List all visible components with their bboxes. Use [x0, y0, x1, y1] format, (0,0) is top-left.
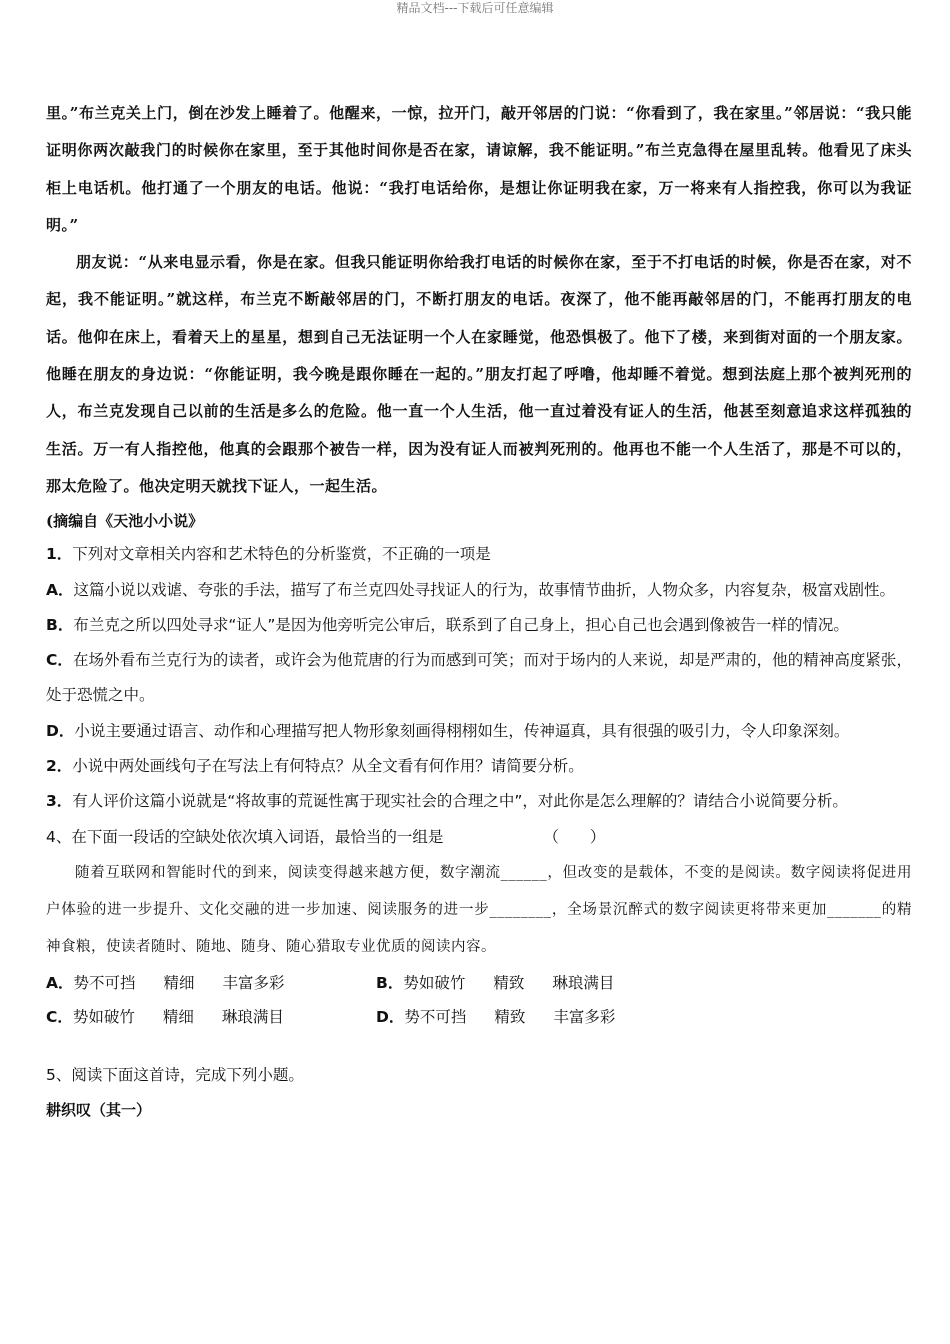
- option-word-3: 琳琅满目: [552, 973, 615, 992]
- option-word-1: 势如破竹: [403, 973, 466, 992]
- question-text: 下列对文章相关内容和艺术特色的分析鉴赏，不正确的一项是: [72, 545, 491, 564]
- option-label: B．: [46, 615, 74, 634]
- question-4-option-b: [376, 966, 706, 1000]
- option-text: 布兰克之所以四处寻求“证人”是因为他旁听完公审后，联系到了自己身上，担心自己也会遇到像被告一样的情况。: [73, 615, 849, 634]
- question-2: [46, 749, 912, 784]
- story-source: (摘编自《天池小小说》: [46, 512, 204, 531]
- option-word-1: 势不可挡: [404, 1007, 467, 1026]
- question-4-option-a: [46, 966, 376, 1000]
- option-label: A．: [46, 580, 74, 599]
- question-number: 3．: [46, 792, 73, 811]
- poem-title: 耕织叹（其一）: [46, 1101, 152, 1120]
- page-header: 精品文档---下载后可任意编辑: [396, 1, 554, 15]
- option-word-2: 精致: [493, 973, 525, 992]
- story-text: [46, 95, 912, 505]
- question-4-options-row-2: [46, 1000, 912, 1034]
- question-text: 小说中两处画线句子在写法上有何特点？从全文看有何作用？请简要分析。: [72, 757, 584, 776]
- question-text: 有人评价这篇小说就是“将故事的荒诞性寓于现实社会的合理之中”，对此你是怎么理解的？请结合小说简要分析。: [72, 792, 848, 811]
- story-paragraph-1: 里。”布兰克关上门，倒在沙发上睡着了。他醒来，一惊，拉开门，敲开邻居的门说：“你看到了，我在家里。”邻居说：“我只能证明你两次敲我门的时候你在家里，至于其他时间你是否在家，请谅解，我不能证明。”布兰克急得在屋里乱转。他看见了床头柜上电话机。他打通了一个朋友的电话。他说：“我打电话给你，是想让你证明我在家，万一将来有人指控我，你可以为我证明。”: [46, 104, 912, 234]
- question-4-options-row-1: [46, 966, 912, 1000]
- question-number: 1．: [46, 545, 73, 564]
- question-1-option-a: [46, 573, 912, 608]
- question-number: 4、: [46, 827, 72, 846]
- option-label: D．: [376, 1007, 405, 1026]
- question-4-option-c: [46, 1000, 376, 1034]
- option-text: 小说主要通过语言、动作和心理描写把人物形象刻画得栩栩如生，传神逼真，具有很强的吸引力，令人印象深刻。: [74, 721, 850, 740]
- question-1-option-c: [46, 643, 912, 714]
- option-label: C．: [46, 1007, 73, 1026]
- question-number: 2．: [46, 757, 73, 776]
- option-word-2: 精细: [163, 973, 195, 992]
- story-paragraph-2: 朋友说：“从来电显示看，你是在家。但我只能证明你给我打电话的时候你在家，至于不打电话的时候，你是否在家，对不起，我不能证明。”就这样，布兰克不断敲邻居的门，不断打朋友的电话。夜深了，他不能再敲邻居的门，不能再打朋友的电话。他仰在床上，看着天上的星星，想到自己无法证明一个人在家睡觉，他恐惧极了。他下了楼，来到街对面的一个朋友家。他睡在朋友的身边说：“你能证明，我今晚是跟你睡在一起的。”朋友打起了呼噜，他却睡不着觉。想到法庭上那个被判死刑的人，布兰克发现自己以前的生活是多么的危险。他一直一个人生活，他一直过着没有证人的生活，他甚至刻意追求这样孤独的生活。万一有人指控他，他真的会跟那个被告一样，因为没有证人而被判死刑的。他再也不能一个人生活了，那是不可以的，那太危险了。他决定明天就找下证人，一起生活。: [46, 253, 912, 495]
- question-1: [46, 537, 912, 572]
- option-word-3: 琳琅满目: [221, 1007, 284, 1026]
- option-word-1: 势如破竹: [72, 1007, 135, 1026]
- question-1-option-b: [46, 608, 912, 643]
- option-label: A．: [46, 973, 74, 992]
- question-number: 5、: [46, 1065, 72, 1084]
- question-text: 阅读下面这首诗，完成下列小题。: [71, 1065, 304, 1084]
- option-word-2: 精细: [162, 1007, 194, 1026]
- option-label: C．: [46, 651, 73, 670]
- option-label: B．: [376, 973, 404, 992]
- option-word-1: 势不可挡: [73, 973, 136, 992]
- question-4: [46, 820, 912, 855]
- document-body: [46, 95, 912, 1127]
- answer-parentheses: （ ）: [543, 827, 606, 846]
- question-4-option-d: [376, 1000, 706, 1034]
- option-text: 在场外看布兰克行为的读者，或许会为他荒唐的行为而感到可笑；而对于场内的人来说，却是严肃的，他的精神高度紧张，处于恐慌之中。: [46, 651, 912, 705]
- question-text: 在下面一段话的空缺处依次填入词语，最恰当的一组是: [71, 827, 444, 846]
- option-word-3: 丰富多彩: [553, 1007, 616, 1026]
- option-word-3: 丰富多彩: [222, 973, 285, 992]
- option-label: D．: [46, 721, 75, 740]
- option-text: 这篇小说以戏谑、夸张的手法，描写了布兰克四处寻找证人的行为，故事情节曲折，人物众多，内容复杂，极富戏剧性。: [73, 580, 896, 599]
- question-1-option-d: [46, 714, 912, 749]
- question-5: [46, 1058, 912, 1093]
- question-3: [46, 784, 912, 819]
- question-4-passage: 随着互联网和智能时代的到来，阅读变得越来越方便，数字潮流______，但改变的是载体，不变的是阅读。数字阅读将促进用户体验的进一步提升、文化交融的进一步加速、阅读服务的进一步________，全场景沉醉式的数字阅读更将带来更加_______的精神食粮，使读者随时、随地、随身、随心猎取专业优质的阅读内容。: [46, 864, 912, 955]
- option-word-2: 精致: [494, 1007, 526, 1026]
